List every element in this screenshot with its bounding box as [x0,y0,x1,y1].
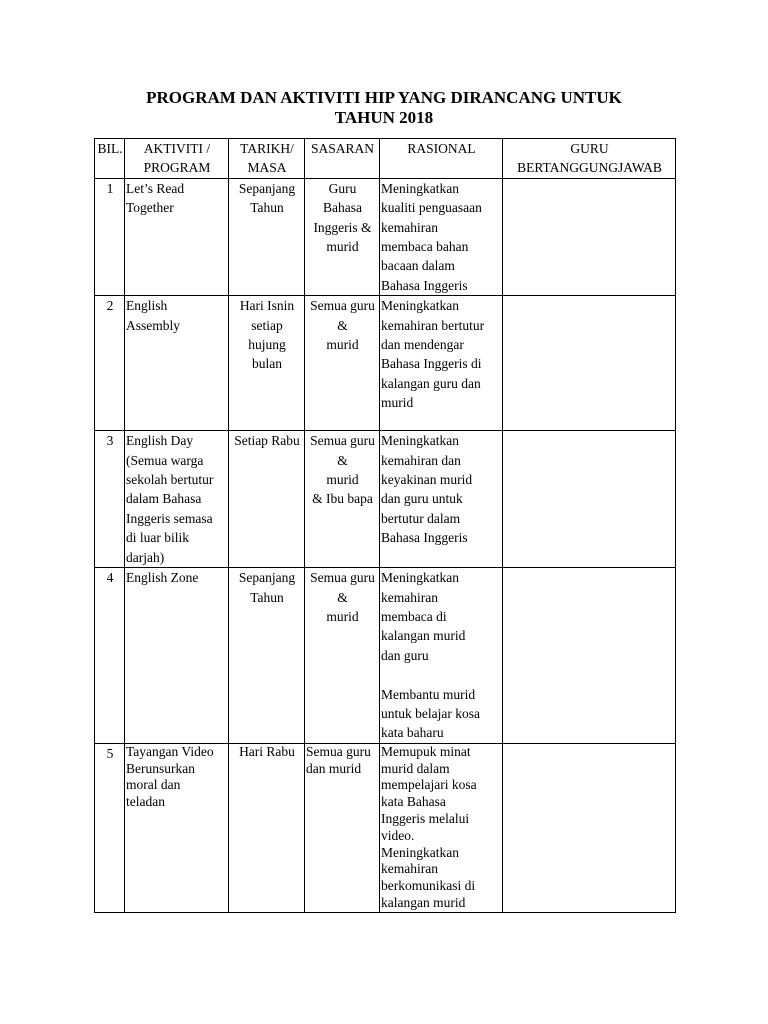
cell-sasaran: Semua guru & murid [305,296,380,431]
cell-rasional: Memupuk minat murid dalam mempelajari kosa kata Bahasa Inggeris melalui video. Meningkatkan kemahiran berkomunikasi di kalangan murid [380,743,503,912]
cell-aktiviti: Let’s Read Together [125,178,229,295]
cell-tarikh: Setiap Rabu [229,431,305,568]
header-bil: BIL. [95,139,125,179]
cell-guru [503,431,676,568]
cell-sasaran: Semua guru & murid & Ibu bapa [305,431,380,568]
cell-rasional: Meningkatkan kemahiran bertutur dan mendengar Bahasa Inggeris di kalangan guru dan murid [380,296,503,431]
header-sasaran: SASARAN [305,139,380,179]
cell-rasional: Meningkatkan kemahiran membaca di kalangan murid dan guru Membantu murid untuk belajar kosa kata baharu [380,568,503,744]
document-title [94,88,674,128]
cell-rasional: Meningkatkan kualiti penguasaan kemahiran membaca bahan bacaan dalam Bahasa Inggeris [380,178,503,295]
cell-rasional: Meningkatkan kemahiran dan keyakinan murid dan guru untuk bertutur dalam Bahasa Inggeris [380,431,503,568]
cell-bil: 2 [95,296,125,431]
cell-bil: 3 [95,431,125,568]
cell-guru [503,568,676,744]
cell-sasaran: Semua guru & murid [305,568,380,744]
cell-sasaran: Semua guru dan murid [305,743,380,912]
cell-tarikh: Hari Isnin setiap hujung bulan [229,296,305,431]
table-row [95,743,676,912]
table-row [95,568,676,744]
cell-bil: 4 [95,568,125,744]
cell-tarikh: Hari Rabu [229,743,305,912]
cell-tarikh: Sepanjang Tahun [229,178,305,295]
header-rasional: RASIONAL [380,139,503,179]
program-table [94,138,676,913]
cell-aktiviti: English Assembly [125,296,229,431]
title-line-2: TAHUN 2018 [334,108,434,127]
cell-tarikh: Sepanjang Tahun [229,568,305,744]
cell-bil: 1 [95,178,125,295]
cell-bil: 5 [95,743,125,912]
header-row [95,139,676,179]
header-tarikh: TARIKH/ MASA [229,139,305,179]
cell-sasaran: Guru Bahasa Inggeris & murid [305,178,380,295]
table-row [95,431,676,568]
table-row [95,178,676,295]
cell-aktiviti: English Zone [125,568,229,744]
table-row [95,296,676,431]
title-line-1: PROGRAM DAN AKTIVITI HIP YANG DIRANCANG UNTUK [146,88,622,107]
cell-guru [503,178,676,295]
cell-aktiviti: Tayangan Video Berunsurkan moral dan teladan [125,743,229,912]
cell-guru [503,296,676,431]
cell-aktiviti: English Day (Semua warga sekolah bertutur dalam Bahasa Inggeris semasa di luar bilik darjah) [125,431,229,568]
header-aktiviti: AKTIVITI / PROGRAM [125,139,229,179]
cell-guru [503,743,676,912]
header-guru: GURU BERTANGGUNGJAWAB [503,139,676,179]
